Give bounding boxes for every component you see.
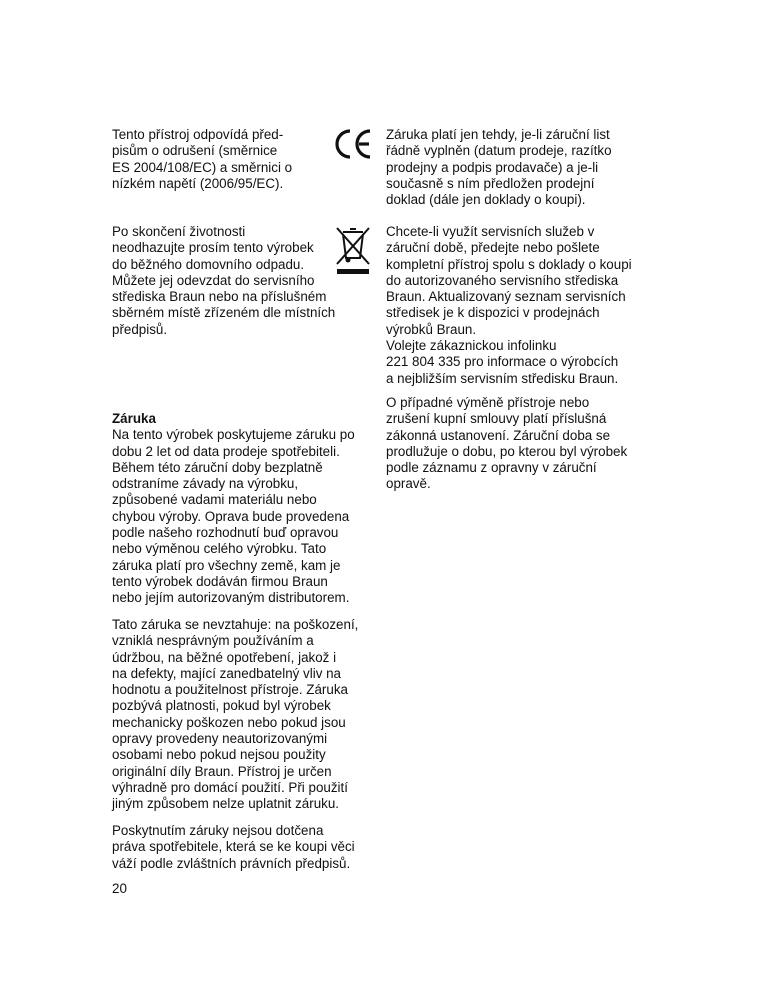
text-line: váží podle zvláštních právních předpisů. — [112, 855, 351, 871]
text-line: řádně vyplněn (datum prodeje, razítko — [386, 143, 612, 159]
warranty-paragraph-1 — [112, 427, 355, 606]
text-line: Tento přístroj odpovídá před- — [112, 127, 284, 142]
text-line: nebo výměnou celého výrobku. Tato — [112, 541, 327, 557]
text-line: opravy provedeny neautorizovanými — [112, 731, 328, 747]
text-line: výhradně pro domácí použití. Při použití — [112, 779, 348, 795]
text-line: střediska Braun nebo na příslušném — [112, 289, 327, 305]
text-line: a nejbližším servisním středisku Braun. — [386, 370, 619, 386]
text-line: O případné výměně přístroje nebo — [386, 395, 590, 410]
text-line: záruka platí pro všechny země, kam je — [112, 557, 341, 573]
warranty-paragraph-3 — [112, 823, 355, 872]
text-line: osobami nebo pokud nejsou použity — [112, 747, 326, 763]
ce-mark-icon — [333, 128, 373, 160]
text-line: tento výrobek dodáván firmou Braun — [112, 573, 328, 589]
text-line: prodejny a podpis prodavače) a je-li — [386, 159, 599, 175]
text-line: Chcete-li využít servisních služeb v — [386, 224, 595, 239]
text-line: údržbou, na běžné opotřebení, jakož i — [112, 649, 337, 665]
text-line: výrobků Braun. — [386, 321, 477, 337]
text-line: mechanicky poškozen nebo pokud jsou — [112, 714, 346, 730]
text-line: Tato záruka se nevztahuje: na poškození, — [112, 617, 359, 632]
text-line: zákonná ustanovení. Záruční doba se — [386, 427, 611, 443]
text-line: Po skončení životnosti — [112, 224, 246, 239]
text-line: kompletní přístroj spolu s doklady o koupi — [386, 256, 632, 272]
text-line: Na tento výrobek poskytujeme záruku po — [112, 427, 355, 443]
service-text — [386, 224, 632, 387]
text-line: Volejte zákaznickou infolinku — [386, 338, 557, 354]
warranty-heading: Záruka — [112, 411, 156, 426]
text-line: hodnotu a použitelnost přístroje. Záruka — [112, 682, 348, 698]
text-line: sběrném místě zřízeném dle místních — [112, 305, 336, 321]
text-line: nebo jejím autorizovaným distributorem. — [112, 590, 350, 606]
text-line: středisek je k dispozici v prodejnách — [386, 305, 600, 321]
text-line: jiným způsobem nelze uplatnit záruku. — [112, 796, 340, 812]
warranty-paragraph-2 — [112, 617, 358, 813]
text-line: odstraníme závady na výrobku, — [112, 476, 299, 492]
warranty-section — [112, 411, 355, 607]
crossed-out-wheelie-bin-icon — [334, 226, 372, 276]
text-line: pisům o odrušení (směrnice — [112, 143, 278, 159]
text-line: chybou výroby. Oprava bude provedena — [112, 508, 350, 524]
text-line: do běžného domovního odpadu. — [112, 256, 305, 272]
text-line: doklad (dále jen doklady o koupi). — [386, 192, 586, 208]
text-line: prodlužuje o dobu, po kterou byl výrobek — [386, 443, 628, 459]
text-line: způsobené vadami materiálu nebo — [112, 492, 317, 508]
text-line: neodhazujte prosím tento výrobek — [112, 240, 314, 256]
text-line: Braun. Aktualizovaný seznam servisních — [386, 289, 626, 305]
text-line: Záruka platí jen tehdy, je-li záruční list — [386, 127, 610, 142]
text-line: originální díly Braun. Přístroj je určen — [112, 763, 332, 779]
text-line: pozbývá platnosti, pokud byl výrobek — [112, 698, 331, 714]
text-line: Během této záruční doby bezplatně — [112, 459, 323, 475]
text-line: Můžete jej odevzdat do servisního — [112, 272, 315, 288]
text-line: Poskytnutím záruky nejsou dotčena — [112, 823, 324, 838]
text-line: 221 804 335 pro informace o výrobcích — [386, 354, 619, 370]
text-line: podle záznamu z opravny v záruční — [386, 460, 597, 476]
warranty-validity-text — [386, 127, 612, 208]
text-line: ES 2004/108/EC) a směrnici o — [112, 159, 293, 175]
text-line: práva spotřebitele, která se ke koupi věci — [112, 839, 355, 855]
text-line: současně s ním předložen prodejní — [386, 175, 595, 191]
text-line: podle našeho rozhodnutí buď opravou — [112, 525, 339, 541]
text-line: záruční době, předejte nebo pošlete — [386, 240, 600, 256]
text-line: zrušení kupní smlouvy platí příslušná — [386, 411, 607, 427]
text-line: opravě. — [386, 476, 431, 492]
disposal-text — [112, 224, 335, 338]
text-line: vzniklá nesprávným používáním a — [112, 633, 314, 649]
ce-compliance-text — [112, 127, 292, 192]
text-line: předpisů. — [112, 321, 168, 337]
page-number: 20 — [112, 881, 127, 896]
text-line: na defekty, mající zanedbatelný vliv na — [112, 665, 342, 681]
text-line: dobu 2 let od data prodeje spotřebiteli. — [112, 443, 340, 459]
text-line: nízkém napětí (2006/95/EC). — [112, 175, 284, 191]
text-line: do autorizovaného servisního střediska — [386, 272, 619, 288]
replacement-text — [386, 395, 627, 493]
